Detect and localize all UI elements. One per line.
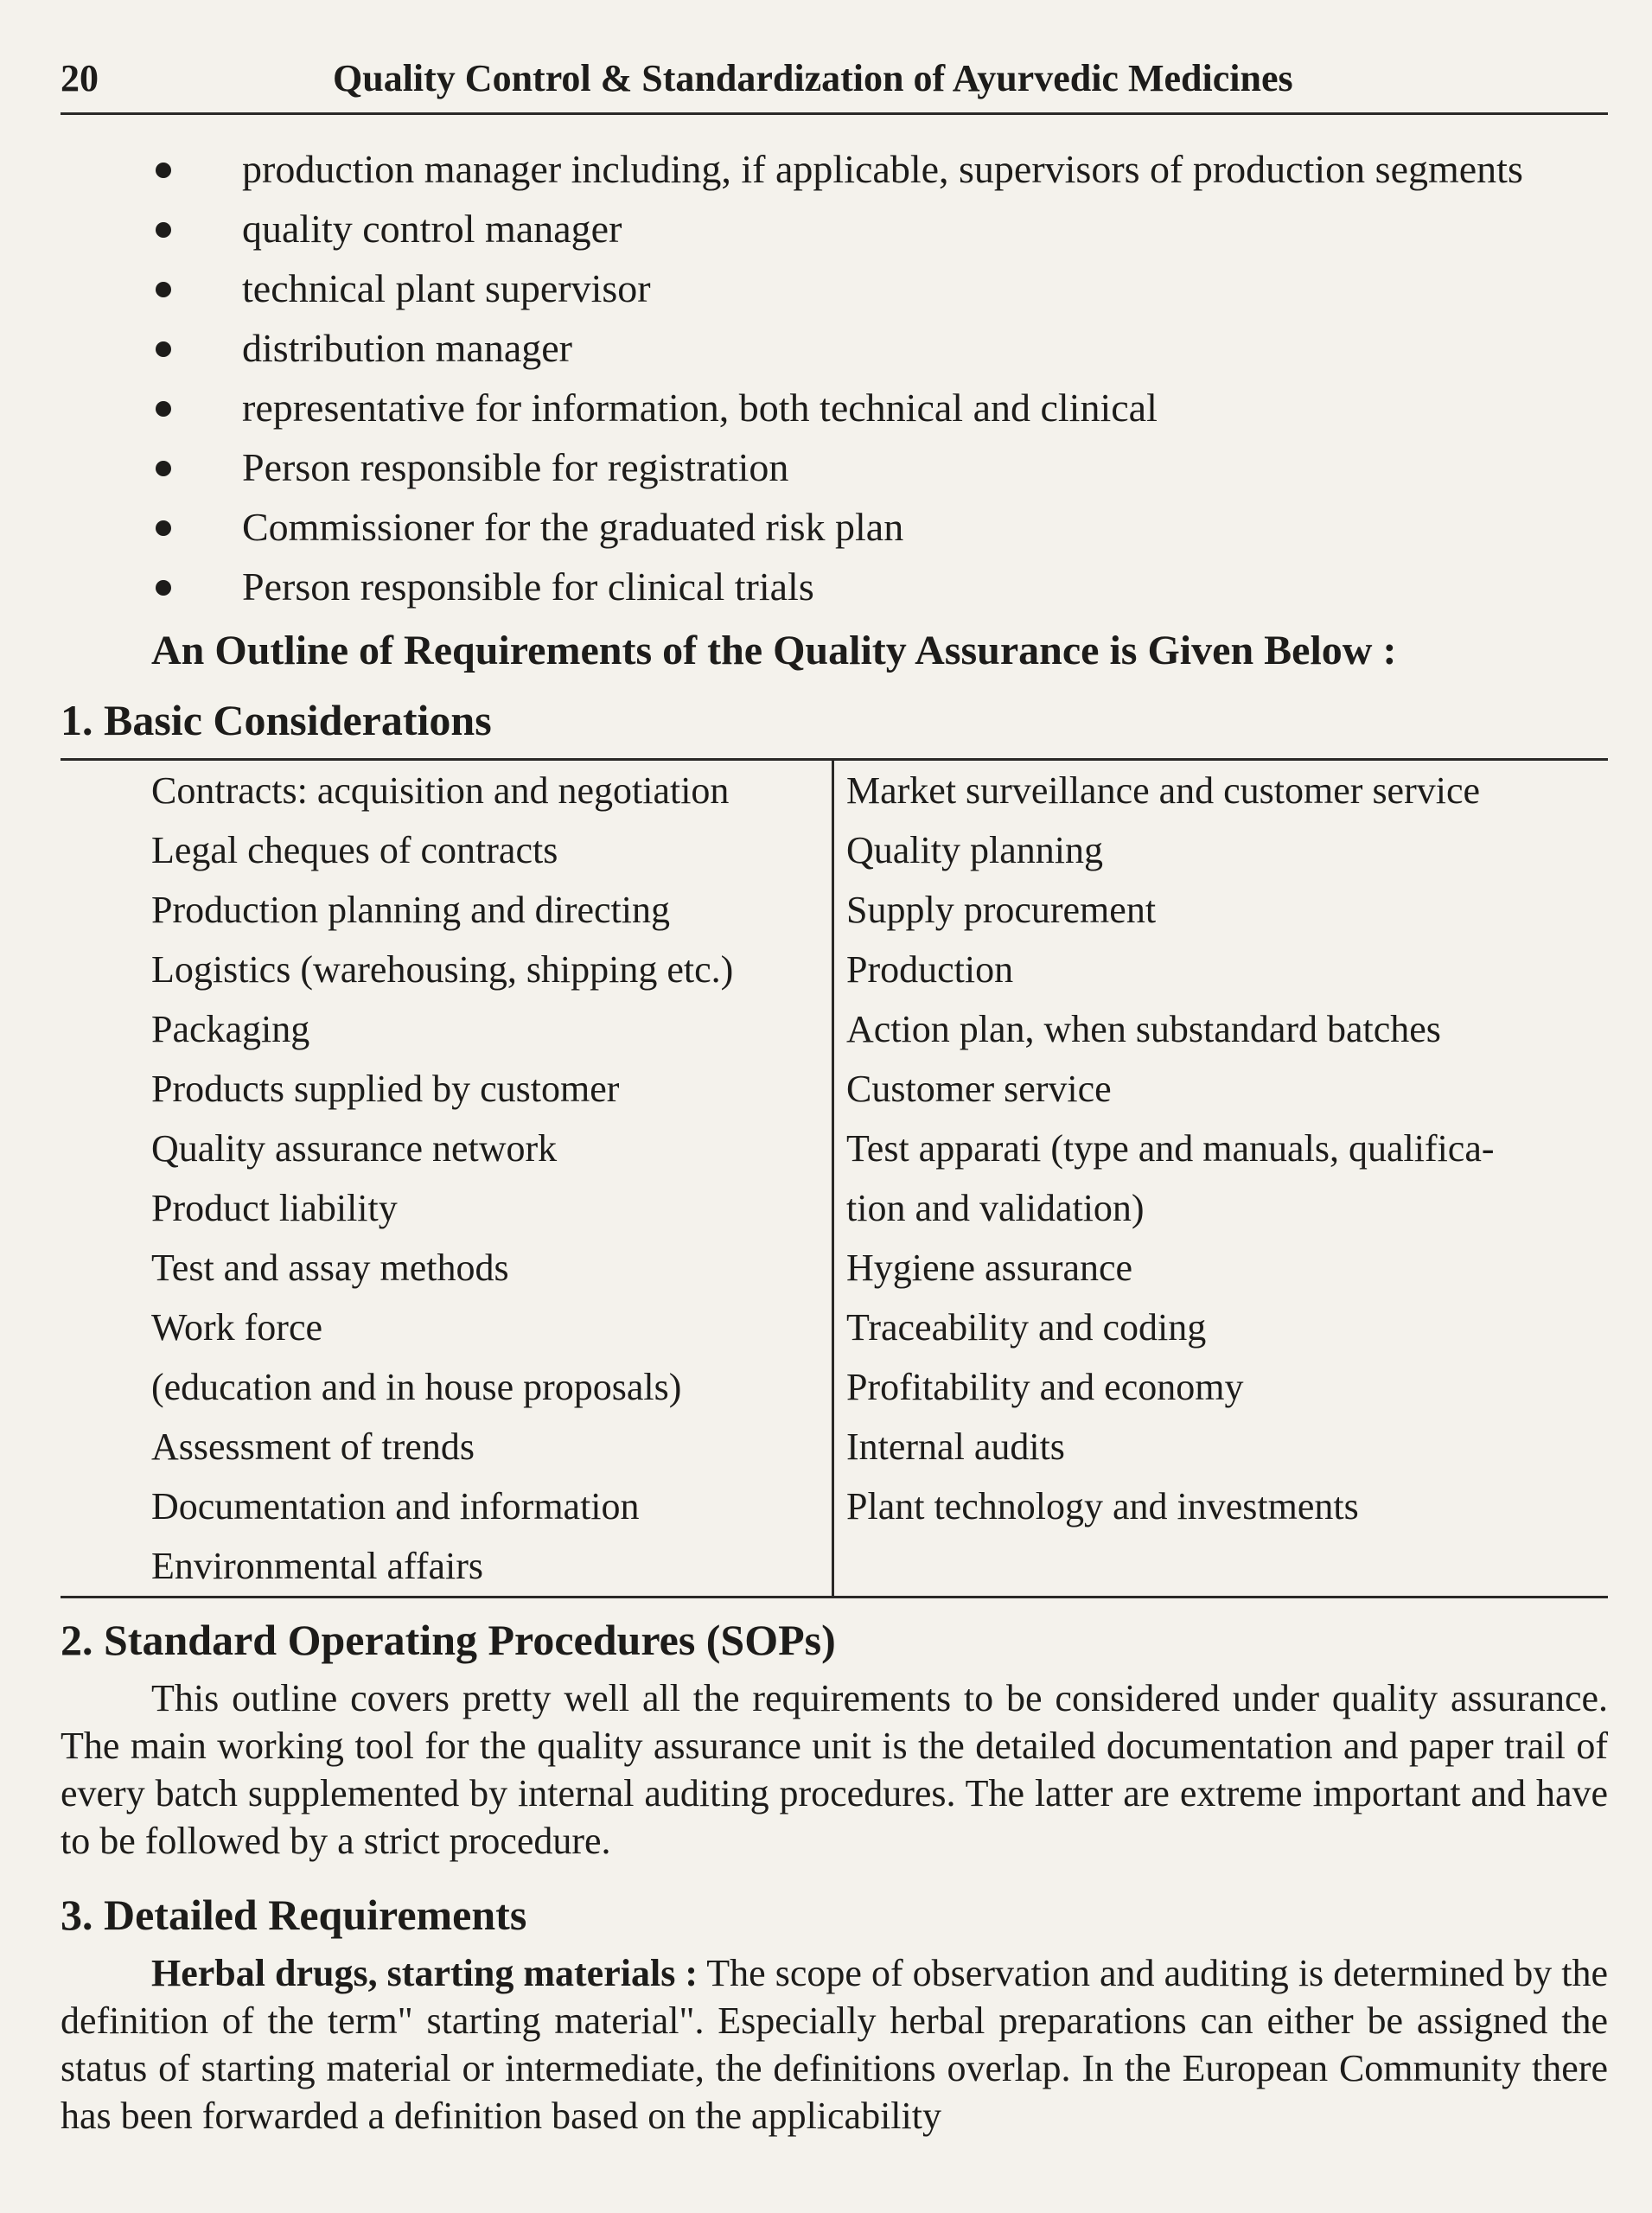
list-item: representative for information, both technical and clinical — [61, 378, 1608, 437]
table-cell: Quality planning — [846, 829, 1103, 871]
table-cell: Customer service — [846, 1068, 1112, 1110]
list-item: technical plant supervisor — [61, 258, 1608, 318]
list-item: Person responsible for registration — [61, 437, 1608, 497]
considerations-right-column — [834, 761, 1608, 1596]
table-cell: Plant technology and investments — [846, 1485, 1359, 1527]
table-cell: Profitability and economy — [846, 1366, 1244, 1408]
table-cell: Test apparati (type and manuals, qualifica- — [846, 1127, 1495, 1170]
table-cell: Test and assay methods — [151, 1247, 509, 1289]
table-cell: Documentation and information — [151, 1485, 640, 1527]
table-cell: Product liability — [151, 1187, 398, 1229]
section-heading-detailed-requirements: 3. Detailed Requirements — [61, 1891, 527, 1939]
list-item: Person responsible for clinical trials — [61, 557, 1608, 616]
sops-paragraph: This outline covers pretty well all the requirements to be considered under quality assurance. The main working tool for the quality assurance unit is the detailed documentation and paper trail of every batch supplemented by internal auditing procedures. The latter are extreme important and have to be followed by a strict procedure. — [61, 1677, 1608, 1862]
table-cell: Production — [846, 948, 1014, 991]
list-item: quality control manager — [61, 199, 1608, 258]
table-cell: Work force — [151, 1306, 323, 1349]
paragraph-body: The scope of observation and auditing is determined by the definition of the term" starting material". Especially herbal preparations can either be assigned the status of starting material or intermediate, the definitions overlap. In the European Community there has been forwarded a definition based on the applicability — [61, 1952, 1608, 2137]
table-cell: Action plan, when substandard batches — [846, 1008, 1441, 1050]
bullet-icon — [156, 163, 171, 178]
bullet-icon — [156, 282, 171, 297]
book-title: Quality Control & Standardization of Ayurvedic Medicines — [333, 57, 1293, 99]
section-heading-basic-considerations: 1. Basic Considerations — [61, 696, 492, 744]
bullet-icon — [156, 580, 171, 596]
table-cell: tion and validation) — [846, 1187, 1145, 1229]
section-heading-sops: 2. Standard Operating Procedures (SOPs) — [61, 1616, 836, 1664]
table-cell: Internal audits — [846, 1425, 1065, 1468]
bullet-icon — [156, 222, 171, 238]
table-cell: Contracts: acquisition and negotiation — [151, 769, 730, 812]
considerations-table — [61, 758, 1608, 1598]
table-cell: Market surveillance and customer service — [846, 769, 1481, 812]
table-cell: Products supplied by customer — [151, 1068, 620, 1110]
considerations-left-column — [61, 761, 834, 1596]
table-cell: Supply procurement — [846, 889, 1157, 931]
table-cell: Quality assurance network — [151, 1127, 558, 1170]
paragraph-lead: Herbal drugs, starting materials : — [151, 1952, 698, 1994]
table-cell: (education and in house proposals) — [151, 1366, 682, 1408]
table-cell: Legal cheques of contracts — [151, 829, 558, 871]
bullet-icon — [156, 401, 171, 417]
outline-heading: An Outline of Requirements of the Quality Assurance is Given Below : — [151, 628, 1397, 673]
responsibility-list — [61, 139, 1608, 616]
table-cell: Packaging — [151, 1008, 310, 1050]
table-cell: Production planning and directing — [151, 889, 670, 931]
bullet-icon — [156, 341, 171, 357]
table-cell: Assessment of trends — [151, 1425, 475, 1468]
bullet-icon — [156, 461, 171, 476]
table-cell: Environmental affairs — [151, 1545, 484, 1587]
list-item: production manager including, if applicable, supervisors of production segments — [61, 139, 1608, 199]
bullet-icon — [156, 520, 171, 536]
table-cell: Traceability and coding — [846, 1306, 1207, 1349]
list-item: distribution manager — [61, 318, 1608, 378]
running-head — [61, 48, 1608, 115]
page-number: 20 — [61, 57, 99, 99]
page — [61, 48, 1608, 2140]
table-cell: Hygiene assurance — [846, 1247, 1133, 1289]
detailed-requirements-paragraph — [61, 1949, 1608, 2140]
list-item: Commissioner for the graduated risk plan — [61, 497, 1608, 557]
table-cell: Logistics (warehousing, shipping etc.) — [151, 948, 734, 991]
